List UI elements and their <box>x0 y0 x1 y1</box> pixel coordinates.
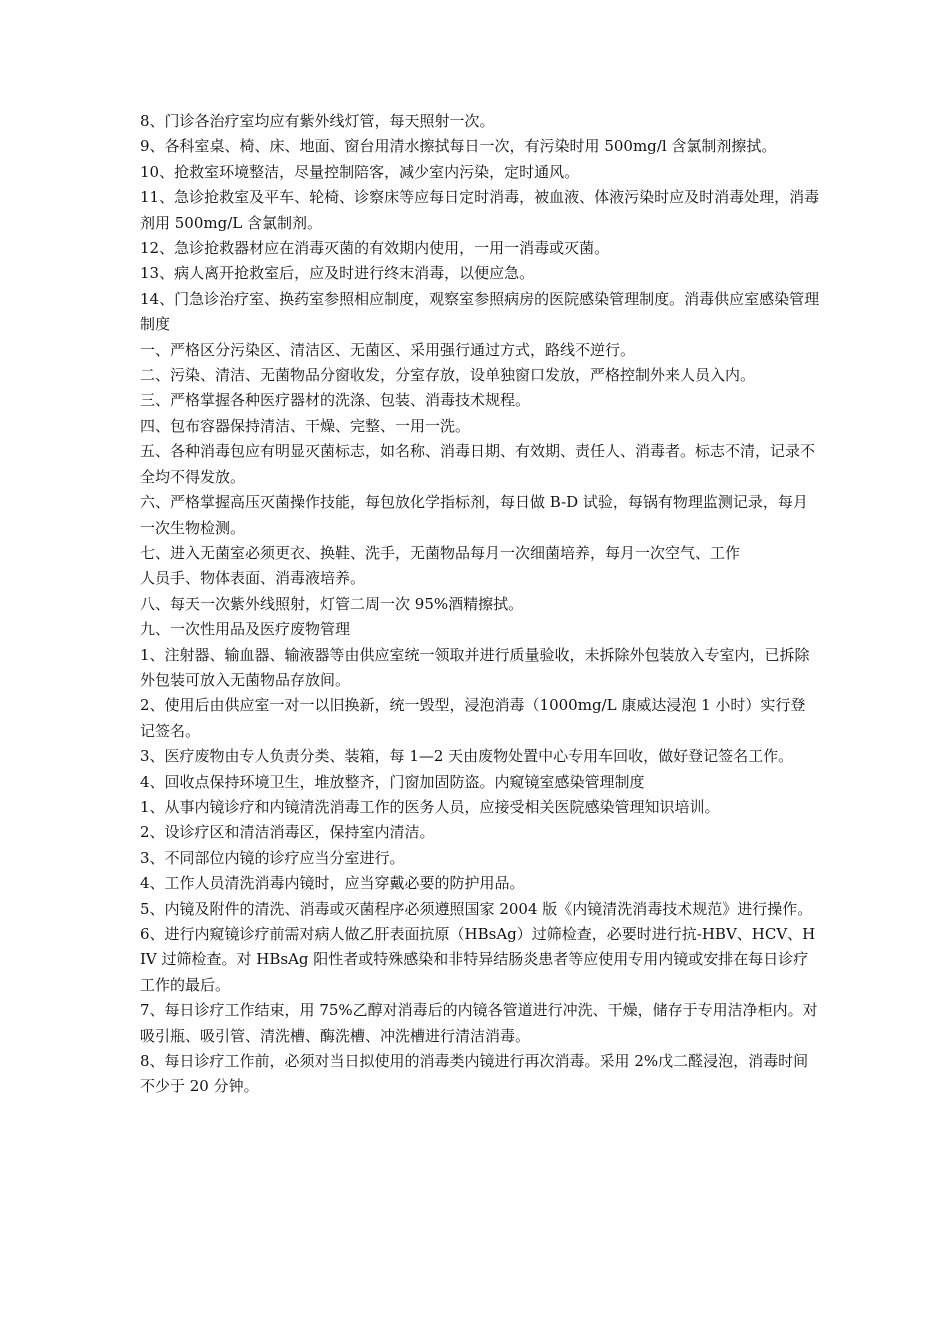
paragraph-section-5-labels: 五、各种消毒包应有明显灭菌标志，如名称、消毒日期、有效期、责任人、消毒者。标志不清，记录不全均不得发放。 <box>140 442 816 486</box>
paragraph-endoscopy-1: 1、从事内镜诊疗和内镜清洗消毒工作的医务人员，应接受相关医院感染管理知识培训。 <box>140 797 720 816</box>
paragraph-item-10-rescue-room: 10、抢救室环境整洁，尽量控制陪客，减少室内污染，定时通风。 <box>140 162 580 181</box>
paragraph-endoscopy-6: 6、进行内窥镜诊疗前需对病人做乙肝表面抗原（HBsAg）过筛检查，必要时进行抗-HBV、HCV、HIV 过筛检查。对 HBsAg 阳性者或特殊感染和非特异结肠炎患者等应使用专用内镜或安排在每日诊疗工作的最后。 <box>140 925 816 994</box>
paragraph-endoscopy-5: 5、内镜及附件的清洗、消毒或灭菌程序必须遵照国家 2004 版《内镜清洗消毒技术规范》进行操作。 <box>140 899 813 918</box>
paragraph-section-6-autoclave: 六、严格掌握高压灭菌操作技能，每包放化学指标剂，每日做 B-D 试验，每锅有物理监测记录，每月一次生物检测。 <box>140 493 808 537</box>
paragraph-section-9-disposables: 九、一次性用品及医疗废物管理 <box>140 620 351 639</box>
paragraph-item-12-equipment: 12、急诊抢救器材应在消毒灭菌的有效期内使用，一用一消毒或灭菌。 <box>140 239 610 258</box>
paragraph-endoscopy-3: 3、不同部位内镜的诊疗应当分室进行。 <box>140 848 405 867</box>
paragraph-section-8-uv: 八、每天一次紫外线照射，灯管二周一次 95%酒精擦拭。 <box>140 594 524 613</box>
paragraph-disposables-4-endoscopy-title: 4、回收点保持环境卫生，堆放整齐，门窗加固防盗。内窥镜室感染管理制度 <box>140 772 645 791</box>
paragraph-section-1-zones: 一、严格区分污染区、清洁区、无菌区、采用强行通过方式，路线不逆行。 <box>140 340 636 359</box>
paragraph-section-7-continued: 人员手、物体表面、消毒液培养。 <box>140 569 366 588</box>
paragraph-disposables-2: 2、使用后由供应室一对一以旧换新，统一毁型，浸泡消毒（1000mg/L 康威达浸泡 1 小时）实行登记签名。 <box>140 696 806 740</box>
paragraph-disposables-1: 1、注射器、输血器、输液器等由供应室统一领取并进行质量验收，未拆除外包装放入专室内，已拆除外包装可放入无菌物品存放间。 <box>140 645 810 689</box>
paragraph-endoscopy-7: 7、每日诊疗工作结束，用 75%乙醇对消毒后的内镜各管道进行冲洗、干燥，储存于专用洁净柜内。对吸引瓶、吸引管、清洗槽、酶洗槽、冲洗槽进行清洁消毒。 <box>140 1001 818 1045</box>
paragraph-section-7-sterile-room: 七、进入无菌室必须更衣、换鞋、洗手，无菌物品每月一次细菌培养，每月一次空气、工作 <box>140 543 741 562</box>
paragraph-disposables-3: 3、医疗废物由专人负责分类、装箱，每 1—2 天由废物处置中心专用车回收，做好登记签名工作。 <box>140 747 794 766</box>
paragraph-section-3-procedures: 三、严格掌握各种医疗器材的洗涤、包装、消毒技术规程。 <box>140 391 531 410</box>
paragraph-item-13-terminal: 13、病人离开抢救室后，应及时进行终末消毒，以便应急。 <box>140 264 535 283</box>
paragraph-endoscopy-8: 8、每日诊疗工作前，必须对当日拟使用的消毒类内镜进行再次消毒。采用 2%戊二醛浸泡，消毒时间不少于 20 分钟。 <box>140 1052 809 1096</box>
paragraph-item-8-uv: 8、门诊各治疗室均应有紫外线灯管，每天照射一次。 <box>140 112 495 130</box>
paragraph-item-9-cleaning: 9、各科室桌、椅、床、地面、窗台用清水擦拭每日一次，有污染时用 500mg/l 含氯制剂擦拭。 <box>140 137 777 156</box>
document-body <box>140 109 820 1100</box>
paragraph-section-2-distribution: 二、污染、清洁、无菌物品分窗收发，分室存放，设单独窗口发放，严格控制外来人员入内。 <box>140 366 756 385</box>
paragraph-endoscopy-4: 4、工作人员清洗消毒内镜时，应当穿戴必要的防护用品。 <box>140 874 525 893</box>
paragraph-item-14-supply-room-title: 14、门急诊治疗室、换药室参照相应制度，观察室参照病房的医院感染管理制度。消毒供应室感染管理制度 <box>140 289 820 334</box>
paragraph-endoscopy-2: 2、设诊疗区和清洁消毒区，保持室内清洁。 <box>140 823 435 842</box>
paragraph-section-4-wrapping: 四、包布容器保持清洁、干燥、完整、一用一洗。 <box>140 416 471 435</box>
paragraph-item-11-disinfection: 11、急诊抢救室及平车、轮椅、诊察床等应每日定时消毒，被血液、体液污染时应及时消毒处理，消毒剂用 500mg/L 含氯制剂。 <box>140 188 820 232</box>
